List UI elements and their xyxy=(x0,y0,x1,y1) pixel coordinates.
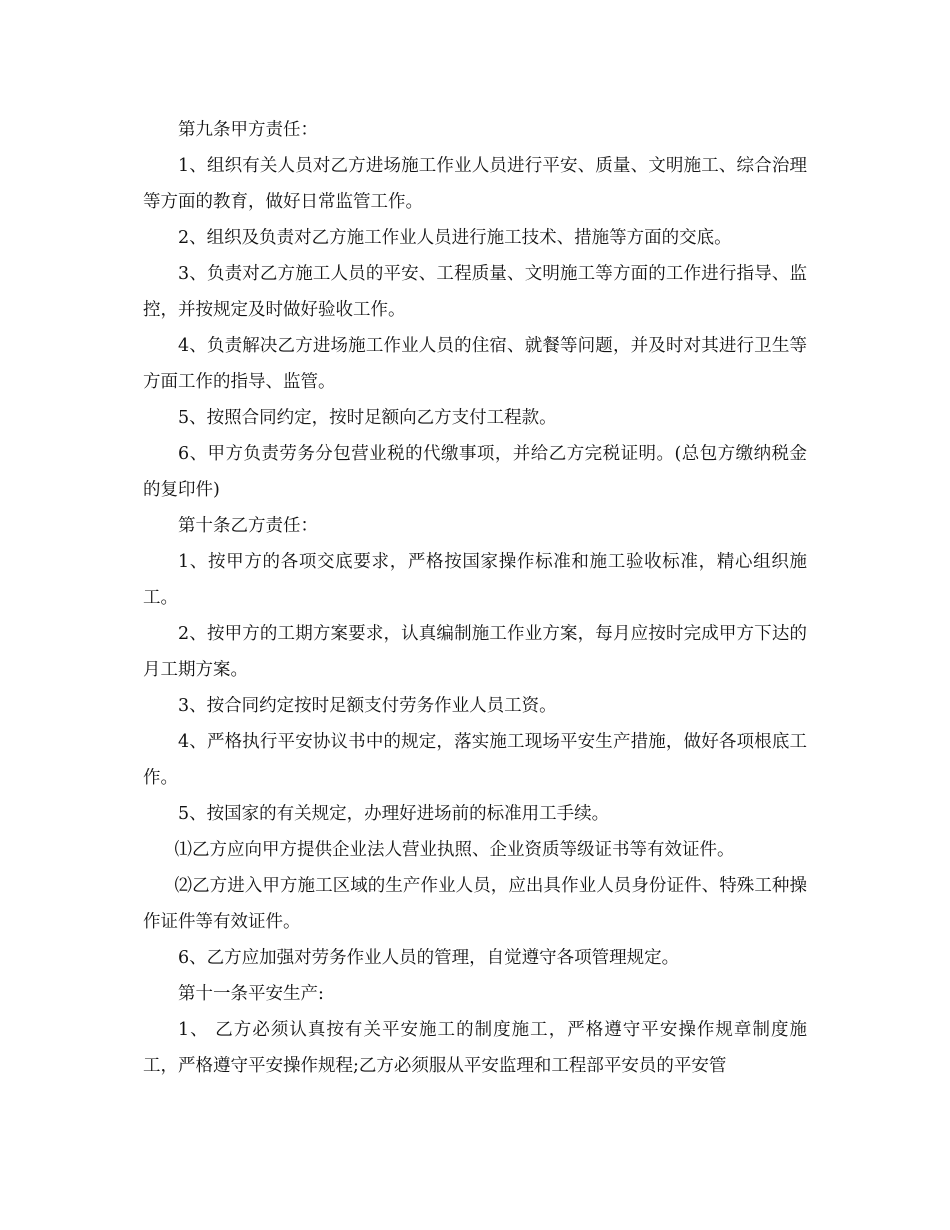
article-9-item-6: 6、甲方负责劳务分包营业税的代缴事项，并给乙方完税证明。(总包方缴纳税金的复印件) xyxy=(143,444,807,500)
article-9-item-3: 3、负责对乙方施工人员的平安、工程质量、文明施工等方面的工作进行指导、监控，并按规定及时做好验收工作。 xyxy=(143,264,807,320)
article-10-item-3: 3、按合同约定按时足额支付劳务作业人员工资。 xyxy=(178,696,557,716)
article-9-item-2: 2、组织及负责对乙方施工作业人员进行施工技术、措施等方面的交底。 xyxy=(178,228,732,248)
article-10-item-5: 5、按国家的有关规定，办理好进场前的标准用工手续。 xyxy=(178,804,610,824)
article-9-item-4: 4、负责解决乙方进场施工作业人员的住宿、就餐等问题，并及时对其进行卫生等方面工作的指导、监管。 xyxy=(143,336,807,392)
article-9-item-1: 1、组织有关人员对乙方进场施工作业人员进行平安、质量、文明施工、综合治理等方面的教育，做好日常监管工作。 xyxy=(143,156,807,212)
article-10-item-4: 4、严格执行平安协议书中的规定，落实施工现场平安生产措施，做好各项根底工作。 xyxy=(143,732,807,788)
article-10-item-5-sub-1: ⑴乙方应向甲方提供企业法人营业执照、企业资质等级证书等有效证件。 xyxy=(174,840,735,860)
article-9-item-5: 5、按照合同约定，按时足额向乙方支付工程款。 xyxy=(178,408,557,428)
article-11-item-1: 1、 乙方必须认真按有关平安施工的制度施工，严格遵守平安操作规章制度施工，严格遵守平安操作规程;乙方必须服从平安监理和工程部平安员的平安管 xyxy=(143,1020,807,1076)
article-9-heading: 第九条甲方责任： xyxy=(178,120,318,140)
document-body xyxy=(143,112,807,1084)
article-10-heading: 第十条乙方责任： xyxy=(178,516,318,536)
article-11-heading: 第十一条平安生产: xyxy=(178,984,324,1004)
article-10-item-5-sub-2: ⑵乙方进入甲方施工区域的生产作业人员，应出具作业人员身份证件、特殊工种操作证件等有效证件。 xyxy=(143,876,807,932)
article-10-item-1: 1、按甲方的各项交底要求，严格按国家操作标准和施工验收标准，精心组织施工。 xyxy=(143,552,807,608)
article-10-item-6: 6、乙方应加强对劳务作业人员的管理，自觉遵守各项管理规定。 xyxy=(178,948,680,968)
article-10-item-2: 2、按甲方的工期方案要求，认真编制施工作业方案，每月应按时完成甲方下达的月工期方案。 xyxy=(143,624,807,680)
